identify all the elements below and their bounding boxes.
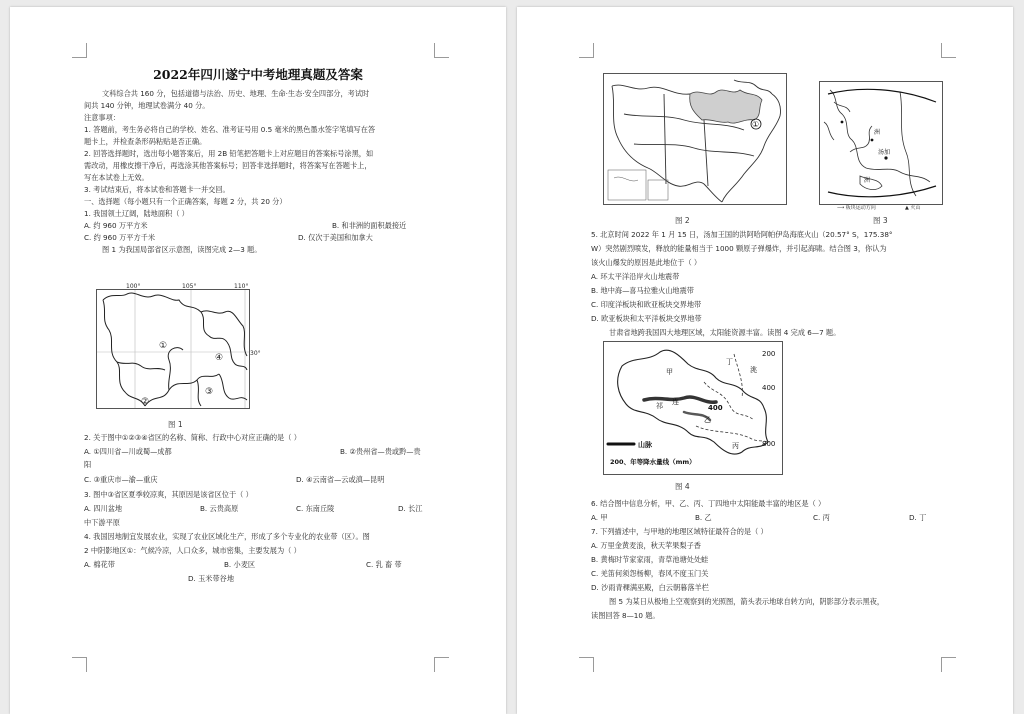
plate-boundary-map (820, 82, 942, 204)
document-page-1 (10, 7, 506, 714)
option-continued: 中下游平原 (84, 518, 120, 527)
note-line: 写在本试卷上无效。 (84, 173, 149, 182)
continent-label: 洲 (864, 177, 871, 184)
isohyet-label: 200 (762, 350, 776, 358)
province-map (97, 290, 249, 408)
figure-1-caption: 图 1 (168, 420, 183, 429)
map-marker-1: ① (159, 341, 168, 351)
option-continued: 阳 (84, 460, 92, 469)
legend-volcano (905, 204, 920, 213)
option: D. ④云南省—云或滇—昆明 (296, 475, 385, 484)
site-label-bing: 丙 (732, 442, 739, 450)
option: D. 欧亚板块和太平洋板块交界地带 (591, 314, 702, 323)
option: D. 玉米带谷地 (188, 574, 235, 583)
note-line: 需改动，用橡皮擦干净后，再选涂其他答案标号；回答非选择题时，将答案写在答题卡上， (84, 161, 372, 170)
note-line: 题卡上，并检查条形码粘贴是否正确。 (84, 137, 207, 146)
crop-mark (434, 43, 449, 58)
option: B. 乙 (695, 513, 712, 522)
mountain-label: 祁 (656, 402, 663, 410)
figure-4-map (603, 341, 783, 475)
section-heading: 一、选择题（每小题只有一个正确答案，每题 2 分，共 20 分） (84, 197, 287, 206)
map-marker-3: ③ (205, 387, 214, 397)
option: C. ③重庆市—渝—重庆 (84, 475, 158, 484)
question-7: 7. 下列描述中，与甲地的地理区域特征最符合的是（ ） (591, 527, 768, 536)
option: D. 丁 (909, 513, 927, 522)
legend-label: 板块运动方向 (845, 205, 876, 211)
option: B. ②贵州省—贵或黔—贵 (340, 447, 421, 456)
question-1: 1. 我国领土辽阔，陆地面积（ ） (84, 209, 189, 218)
document-page-2 (517, 7, 1013, 714)
crop-mark (579, 657, 594, 672)
latitude-label: 30° (250, 350, 261, 357)
option: A. 棉花带 (84, 560, 115, 569)
question-4-cont: 2 中阴影地区①：气候冷凉，人口众多，城市密集，主要发展为（ ） (84, 546, 301, 555)
option: B. 地中海—喜马拉雅火山地震带 (591, 286, 694, 295)
option: D. 沙雨青稞满巫殿，白云朝暮落羊栏 (591, 583, 709, 592)
figure-intro: 甘肃省地跨我国四大地理区域，太阳能资源丰富。读图 4 完成 6—7 题。 (609, 328, 841, 337)
option: A. 四川盆地 (84, 504, 123, 513)
gansu-map (604, 342, 782, 474)
page-title: 2022年四川遂宁中考地理真题及答案 (153, 67, 363, 82)
crop-mark (579, 43, 594, 58)
intro-line: 间共 140 分钟，地理试卷满分 40 分。 (84, 101, 210, 110)
isohyet-label: 400 (708, 404, 723, 412)
option: A. 环太平洋沿岸火山地震带 (591, 272, 680, 281)
legend-mountain: 山脉 (638, 441, 652, 449)
figure-2-caption: 图 2 (675, 216, 690, 225)
option: B. 小麦区 (224, 560, 256, 569)
intro-line: 文科综合共 160 分，包括道德与法治、历史、地理、生命·生态·安全四部分，考试时 (102, 89, 370, 98)
notes-heading: 注意事项： (84, 113, 120, 122)
figure-5-intro: 图 5 为某日从极地上空观察到的光照图，箭头表示地球自转方向，阴影部分表示黑夜， (609, 597, 885, 606)
question-3: 3. 图中③省区夏季较凉爽，其原因是该省区位于（ ） (84, 490, 253, 499)
option: B. 云贵高原 (200, 504, 239, 513)
north-america-map (604, 74, 786, 204)
isohyet-label: 800 (762, 440, 776, 448)
site-label-ding: 丁 (726, 358, 733, 366)
option: A. ①四川省—川或蜀—成都 (84, 447, 172, 456)
mountain-label: 连 (672, 398, 679, 406)
question-5: 5. 北京时间 2022 年 1 月 15 日，汤加王国的洪阿哈阿帕伊岛海底火山（20.57° S，175.38° (591, 230, 893, 239)
question-4: 4. 我国因地制宜发展农业，实现了农业区域化生产，形成了多个专业化的农业带（区）。图 (84, 532, 370, 541)
question-2: 2. 关于图中①②③④省区的名称、简称、行政中心对应正确的是（ ） (84, 433, 301, 442)
volcano-icon: ▲ (905, 205, 909, 211)
site-label-jia: 甲 (666, 368, 673, 376)
figure-intro: 图 1 为我国局部省区示意图，读图完成 2—3 题。 (102, 245, 262, 254)
crop-mark (72, 43, 87, 58)
isohyet-label: 400 (762, 384, 776, 392)
legend-plate-motion: ⟶ 板块运动方向 (837, 205, 876, 211)
option: C. 丙 (813, 513, 830, 522)
map-marker-1: ① (752, 120, 760, 129)
option: C. 东南丘陵 (296, 504, 335, 513)
river-label: 洮 (750, 366, 757, 374)
crop-mark (941, 657, 956, 672)
note-line: 2. 回答选择题时，选出每小题答案后，用 2B 铅笔把答题卡上对应题目的答案标号涂黑，如 (84, 149, 374, 158)
figure-4-caption: 图 4 (675, 482, 690, 491)
note-line: 1. 答题前，考生务必将自己的学校、姓名、准考证号用 0.5 毫米的黑色墨水签字笔填写在答 (84, 125, 376, 134)
option: B. 和非洲的面积最接近 (332, 221, 407, 230)
figure-3-caption: 图 3 (873, 216, 888, 225)
question-5-cont: W）突然剧烈喷发，释放的能量相当于 1000 颗原子弹爆炸，并引起海啸。结合图 3，你认为 (591, 244, 887, 253)
map-marker-2: ② (141, 397, 150, 407)
longitude-label: 105° (182, 283, 197, 290)
crop-mark (434, 657, 449, 672)
option: D. 仅次于美国和加拿大 (298, 233, 373, 242)
option: A. 甲 (591, 513, 608, 522)
longitude-label: 110° (234, 283, 249, 290)
option: A. 约 960 万平方米 (84, 221, 148, 230)
site-label-yi: 乙 (704, 416, 711, 424)
option: C. 约 960 万平方千米 (84, 233, 156, 242)
crop-mark (941, 43, 956, 58)
option: D. 长江 (398, 504, 423, 513)
option: C. 羌笛何须怨杨柳，春风不度玉门关 (591, 569, 709, 578)
figure-2-map (603, 73, 787, 205)
option: C. 印度洋板块和欧亚板块交界地带 (591, 300, 702, 309)
question-6: 6. 结合图中信息分析，甲、乙、丙、丁四地中太阳能最丰富的地区是（ ） (591, 499, 826, 508)
option: C. 乳 畜 带 (366, 560, 402, 569)
figure-3-map (819, 81, 943, 205)
note-line: 3. 考试结束后，将本试卷和答题卡一并交回。 (84, 185, 230, 194)
continent-label: 洲 (874, 129, 881, 136)
figure-5-intro-cont: 读图回答 8—10 题。 (591, 611, 660, 620)
figure-1-map (96, 289, 250, 409)
crop-mark (72, 657, 87, 672)
legend-isohyet: 200、年等降水量线（mm） (610, 458, 696, 466)
tonga-label: 汤加 (878, 149, 891, 156)
option: B. 黄梅时节家家雨，青草池塘处处蛙 (591, 555, 709, 564)
option: A. 万里金黄麦浪，秋天苹果梨子香 (591, 541, 701, 550)
longitude-label: 100° (126, 283, 141, 290)
question-5-cont: 该火山爆发的原因是此地位于（ ） (591, 258, 702, 267)
map-marker-4: ④ (215, 353, 224, 363)
legend-label: 火山 (910, 205, 921, 211)
